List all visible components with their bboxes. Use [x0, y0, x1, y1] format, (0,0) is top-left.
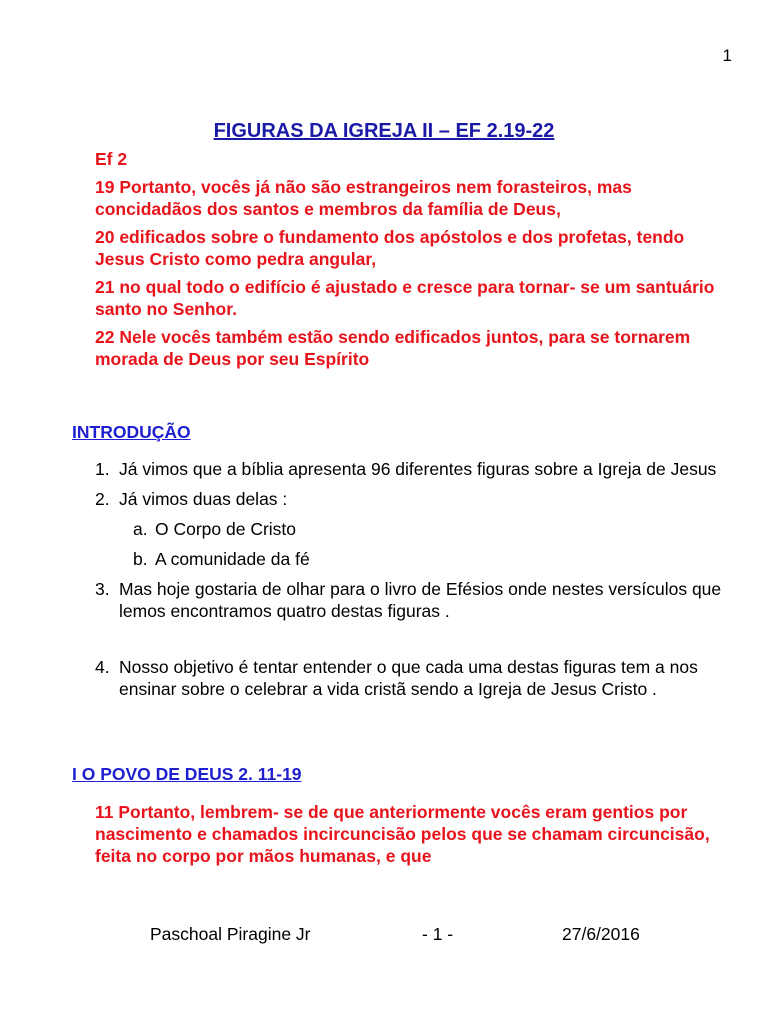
list-item-number: 2. — [95, 489, 110, 509]
list-item-text: Mas hoje gostaria de olhar para o livro de Efésios onde nestes versículos que lemos encontramos quatro destas figuras . — [119, 579, 722, 621]
verse-22: 22 Nele vocês também estão sendo edificados juntos, para se tornarem morada de Deus por seu Espírito — [95, 327, 691, 369]
list-item — [95, 578, 735, 622]
footer-page-number: - 1 - — [422, 924, 454, 944]
sub-list-item-letter: b. — [133, 549, 148, 569]
footer-date: 27/6/2016 — [562, 924, 640, 944]
scripture-reference: Ef 2 — [95, 149, 128, 169]
scripture-passage — [95, 148, 735, 376]
povo-de-deus-heading: I O POVO DE DEUS 2. 11-19 — [72, 764, 302, 784]
list-item-number: 1. — [95, 459, 110, 479]
list-item-text: Já vimos que a bíblia apresenta 96 diferentes figuras sobre a Igreja de Jesus — [119, 459, 717, 479]
list-item — [95, 458, 735, 480]
povo-de-deus-passage — [95, 801, 735, 867]
document-title: FIGURAS DA IGREJA II – EF 2.19-22 — [213, 120, 555, 142]
list-item — [95, 656, 735, 700]
verse-20: 20 edificados sobre o fundamento dos apóstolos e dos profetas, tendo Jesus Cristo como pedra angular, — [95, 227, 685, 269]
list-item-number: 3. — [95, 579, 110, 599]
list-item-number: 4. — [95, 657, 110, 677]
verse-21: 21 no qual todo o edifício é ajustado e cresce para tornar- se um santuário santo no Senhor. — [95, 277, 715, 319]
list-item — [95, 488, 735, 510]
verse-19: 19 Portanto, vocês já não são estrangeiros nem forasteiros, mas concidadãos dos santos e membros da família de Deus, — [95, 177, 632, 219]
list-item-text: Nosso objetivo é tentar entender o que cada uma destas figuras tem a nos ensinar sobre o celebrar a vida cristã sendo a Igreja de Jesus Cristo . — [119, 657, 698, 699]
sub-list-item-text: O Corpo de Cristo — [155, 519, 297, 539]
introducao-heading: INTRODUÇÃO — [72, 422, 191, 442]
sub-list-item-letter: a. — [133, 519, 148, 539]
list-item-text: Já vimos duas delas : — [119, 489, 288, 509]
sub-list-item — [133, 518, 735, 540]
introducao-list — [95, 458, 735, 708]
page-number: 1 — [722, 46, 732, 65]
verse-11: 11 Portanto, lembrem- se de que anteriormente vocês eram gentios por nascimento e chamados incircuncisão pelos que se chamam circuncisão, feita no corpo por mãos humanas, e que — [95, 802, 710, 866]
footer-author: Paschoal Piragine Jr — [150, 924, 311, 944]
sub-list-item — [133, 548, 735, 570]
spacer — [95, 630, 735, 656]
sub-list-item-text: A comunidade da fé — [155, 549, 310, 569]
